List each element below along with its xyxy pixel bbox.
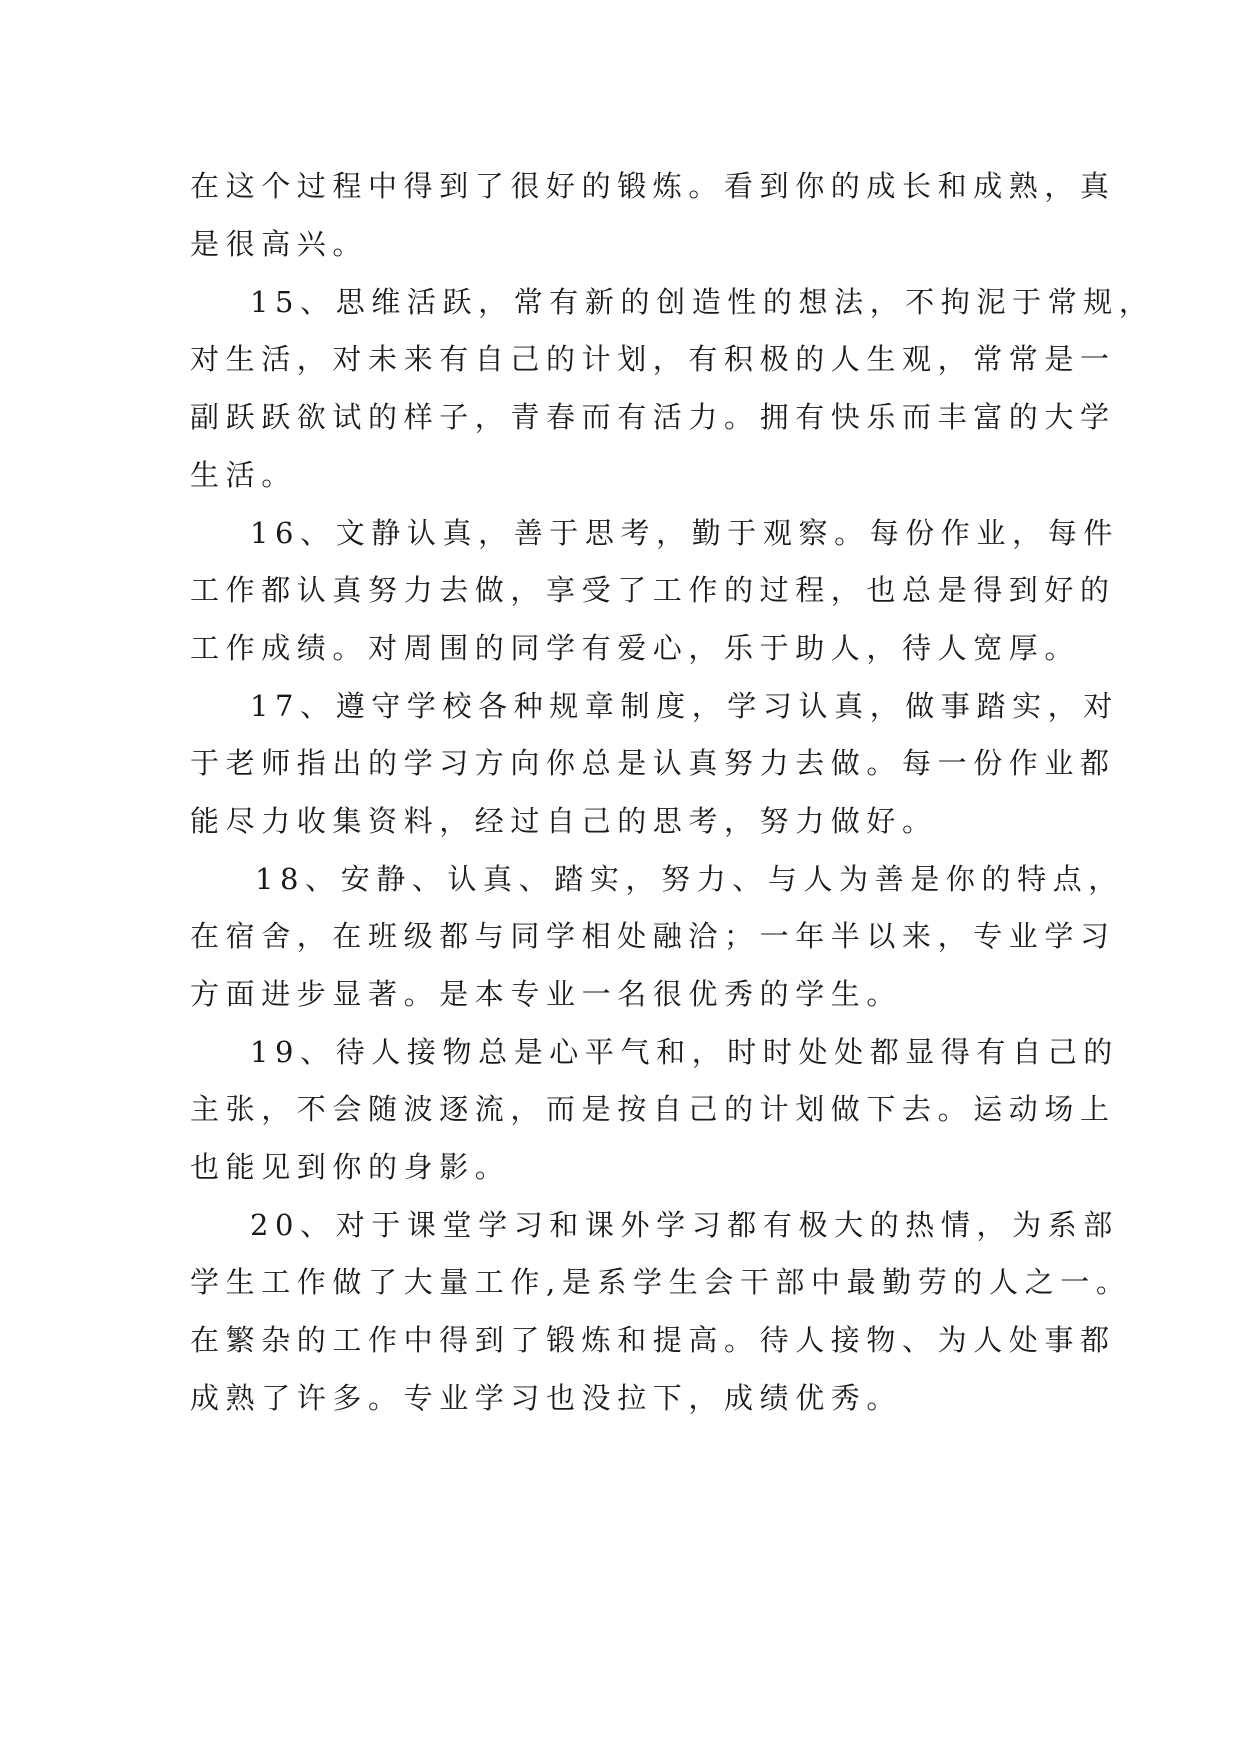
text-line: 方面进步显著。是本专业一名很优秀的学生。 [190, 977, 903, 1011]
text-line: 能尽力收集资料，经过自己的思考，努力做好。 [190, 804, 938, 838]
text-line: 是很高兴。 [190, 227, 369, 261]
paragraph-16-start: 16、文静认真，善于思考，勤于观察。每份作业，每件 [250, 516, 1119, 550]
text-line: 工作成绩。对周围的同学有爱心，乐于助人，待人宽厚。 [190, 631, 1081, 665]
paragraph-17-start: 17、遵守学校各种规章制度，学习认真，做事踏实，对 [250, 689, 1119, 723]
text-line: 主张，不会随波逐流，而是按自己的计划做下去。运动场上 [190, 1092, 1116, 1126]
text-line: 于老师指出的学习方向你总是认真努力去做。每一份作业都 [190, 746, 1116, 780]
text-line: 副跃跃欲试的样子，青春而有活力。拥有快乐而丰富的大学 [190, 400, 1116, 434]
text-line: 也能见到你的身影。 [190, 1150, 511, 1184]
text-line: 在繁杂的工作中得到了锻炼和提高。待人接物、为人处事都 [190, 1323, 1116, 1357]
paragraph-20-start: 20、对于课堂学习和课外学习都有极大的热情，为系部 [250, 1208, 1119, 1242]
paragraph-15-start: 15、思维活跃，常有新的创造性的想法，不拘泥于常规， [250, 285, 1155, 319]
text-line: 学生工作做了大量工作,是系学生会干部中最勤劳的人之一。 [190, 1265, 1132, 1299]
text-line: 生活。 [190, 458, 297, 492]
text-line: 在宿舍，在班级都与同学相处融洽；一年半以来，专业学习 [190, 919, 1116, 953]
paragraph-19-start: 19、待人接物总是心平气和，时时处处都显得有自己的 [250, 1035, 1119, 1069]
text-line: 在这个过程中得到了很好的锻炼。看到你的成长和成熟，真 [190, 169, 1116, 203]
text-line: 成熟了许多。专业学习也没拉下，成绩优秀。 [190, 1381, 903, 1415]
text-line: 工作都认真努力去做，享受了工作的过程，也总是得到好的 [190, 573, 1116, 607]
paragraph-18-start: 18、安静、认真、踏实，努力、与人为善是你的特点， [255, 862, 1124, 896]
text-line: 对生活，对未来有自己的计划，有积极的人生观，常常是一 [190, 342, 1116, 376]
